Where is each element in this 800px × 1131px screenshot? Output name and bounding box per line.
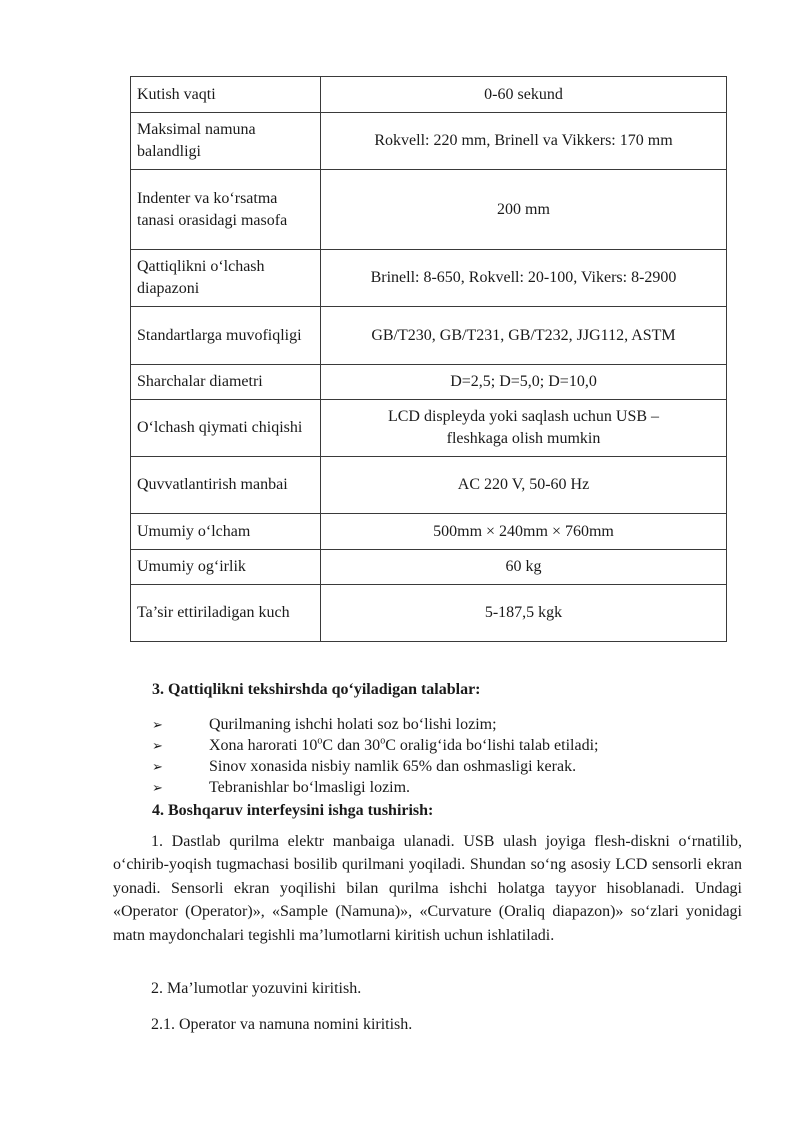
degree-superscript: o [380, 735, 386, 747]
table-row [131, 113, 727, 170]
table-value-cell: D=2,5; D=5,0; D=10,0 [321, 365, 727, 400]
table-row [131, 457, 727, 514]
table-value-cell: 500mm × 240mm × 760mm [321, 514, 727, 550]
table-value-cell: Brinell: 8-650, Rokvell: 20-100, Vikers: 8-2900 [321, 250, 727, 307]
table-row [131, 514, 727, 550]
list-item-text: Qurilmaning ishchi holati soz bo‘lishi lozim; [209, 716, 497, 733]
degree-superscript: o [317, 735, 323, 747]
text-fragment: C dan 30 [322, 737, 381, 754]
list-item [152, 735, 598, 756]
table-key-cell: Standartlarga muvofiqligi [131, 307, 321, 365]
table-value-cell: GB/T230, GB/T231, GB/T232, JJG112, ASTM [321, 307, 727, 365]
list-item [152, 777, 598, 798]
table-key-cell: Kutish vaqti [131, 77, 321, 113]
specification-table [130, 76, 727, 642]
table-key-cell: Sharchalar diametri [131, 365, 321, 400]
table-value-cell: AC 220 V, 50-60 Hz [321, 457, 727, 514]
table-key-cell: Umumiy og‘irlik [131, 550, 321, 585]
list-item-text [209, 737, 598, 754]
table-key-cell: Ta’sir ettiriladigan kuch [131, 585, 321, 642]
text-fragment: C oralig‘ida bo‘lishi talab etiladi; [385, 737, 599, 754]
arrow-bullet-icon: ➢ [152, 759, 163, 774]
table-value-cell: 60 kg [321, 550, 727, 585]
table-row [131, 365, 727, 400]
body-paragraph: 1. Dastlab qurilma elektr manbaiga ulanadi. USB ulash joyiga flesh-diskni o‘rnatilib, o‘chirib-yoqish tugmachasi bosilib qurilmani yoqiladi. Shundan so‘ng asosiy LCD sensorli ekran yonadi. Sensorli ekran yoqilishi bilan qurilma ishchi holatga tayyor hisoblanadi. Undagi «Operator (Operator)», «Sample (Namuna)», «Curvature (Oraliq diapazon)» so‘zlari yonidagi matn maydonchalari tegishli ma’lumotlarni kiritish uchun ishlatiladi. [113, 833, 742, 944]
table-row [131, 585, 727, 642]
table-key-cell: Umumiy o‘lcham [131, 514, 321, 550]
section-4-heading: 4. Boshqaruv interfeysini ishga tushirish: [152, 802, 434, 819]
table-row [131, 550, 727, 585]
table-value-cell: 200 mm [321, 170, 727, 250]
table-row [131, 77, 727, 113]
arrow-bullet-icon: ➢ [152, 738, 163, 753]
list-item-text: Tebranishlar bo‘lmasligi lozim. [209, 779, 411, 796]
step-2-1-text: 2.1. Operator va namuna nomini kiritish. [151, 1016, 413, 1033]
arrow-bullet-icon: ➢ [152, 717, 163, 732]
table-value-cell: 0-60 sekund [321, 77, 727, 113]
table-key-cell: O‘lchash qiymati chiqishi [131, 400, 321, 457]
arrow-bullet-icon: ➢ [152, 780, 163, 795]
requirements-list [152, 714, 598, 798]
step-2-text: 2. Ma’lumotlar yozuvini kiritish. [151, 980, 362, 997]
table-value-cell: Rokvell: 220 mm, Brinell va Vikkers: 170 mm [321, 113, 727, 170]
list-item [152, 756, 598, 777]
table-row [131, 170, 727, 250]
section-3-heading: 3. Qattiqlikni tekshirshda qo‘yiladigan talablar: [152, 681, 481, 698]
table-value-cell: LCD displeyda yoki saqlash uchun USB – fleshkaga olish mumkin [321, 400, 727, 457]
list-item [152, 714, 598, 735]
list-item-text: Sinov xonasida nisbiy namlik 65% dan oshmasligi kerak. [209, 758, 577, 775]
table-row [131, 250, 727, 307]
table-row [131, 307, 727, 365]
table-key-cell: Quvvatlantirish manbai [131, 457, 321, 514]
text-fragment: Xona harorati 10 [209, 737, 318, 754]
table-row [131, 400, 727, 457]
table-key-cell: Indenter va ko‘rsatma tanasi orasidagi masofa [131, 170, 321, 250]
table-key-cell: Qattiqlikni o‘lchash diapazoni [131, 250, 321, 307]
table-value-cell: 5-187,5 kgk [321, 585, 727, 642]
table-key-cell: Maksimal namuna balandligi [131, 113, 321, 170]
